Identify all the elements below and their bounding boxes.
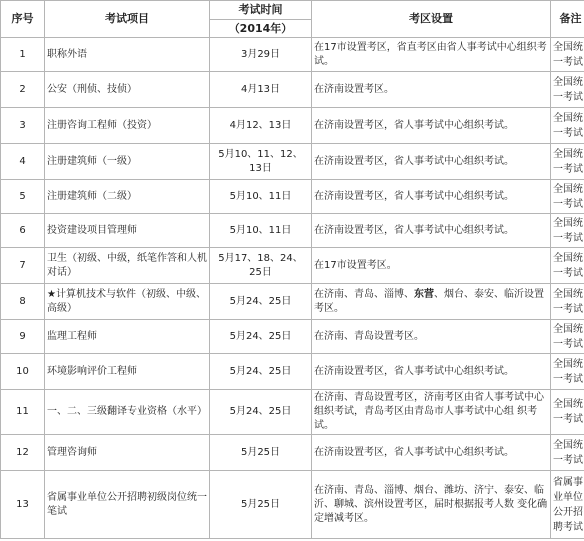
row-index: 2 (1, 72, 45, 108)
row-project: 公安（刑侦、技侦） (45, 72, 210, 108)
row-location (312, 284, 551, 320)
note-line: 省属事 (553, 476, 583, 488)
row-location: 在济南、青岛设置考区，济南考区由省人事考试中心组织考试，青岛考区由青岛市人事考试中心组 织考试。 (312, 390, 551, 435)
table-row (1, 248, 584, 284)
row-time: 5月17、18、24、25日 (210, 248, 312, 284)
row-index: 5 (1, 180, 45, 214)
table-row (1, 284, 584, 320)
note-line: 全国统 (553, 183, 583, 195)
row-project: 环境影响评价工程师 (45, 354, 210, 390)
row-time: 5月24、25日 (210, 354, 312, 390)
row-project: 一、二、三级翻译专业资格（水平） (45, 390, 210, 435)
row-project: 职称外语 (45, 38, 210, 72)
row-location: 在济南设置考区，省人事考试中心组织考试。 (312, 354, 551, 390)
row-index: 11 (1, 390, 45, 435)
row-note (551, 144, 584, 180)
table-row (1, 38, 584, 72)
row-time: 5月24、25日 (210, 320, 312, 354)
location-emphasis: 东营 (414, 288, 434, 300)
row-note (551, 284, 584, 320)
note-line: 一考试 (553, 163, 583, 175)
row-time: 5月10、11、12、13日 (210, 144, 312, 180)
table-row (1, 180, 584, 214)
header-time: 考试时间 (210, 1, 312, 20)
row-location: 在17市设置考区。 (312, 248, 551, 284)
row-project: 省属事业单位公开招聘初级岗位统一笔试 (45, 471, 210, 539)
row-time: 5月25日 (210, 435, 312, 471)
row-project: ★计算机技术与软件（初级、中级、高级） (45, 284, 210, 320)
row-location: 在17市设置考区，省直考区由省人事考试中心组织考试。 (312, 38, 551, 72)
row-time: 5月10、11日 (210, 214, 312, 248)
note-line: 全国统 (553, 323, 583, 335)
row-note (551, 435, 584, 471)
note-line: 业单位 (553, 491, 583, 503)
note-line: 全国统 (553, 76, 583, 88)
note-line: 一考试 (553, 303, 583, 315)
table-row (1, 214, 584, 248)
row-note (551, 38, 584, 72)
table-row (1, 144, 584, 180)
row-index: 8 (1, 284, 45, 320)
row-location: 在济南设置考区，省人事考试中心组织考试。 (312, 108, 551, 144)
header-index: 序号 (1, 1, 45, 38)
row-project: 卫生（初级、中级，纸笔作答和人机对话） (45, 248, 210, 284)
note-line: 一考试 (553, 56, 583, 68)
note-line: 一考试 (553, 414, 583, 425)
row-note (551, 320, 584, 354)
table-row (1, 390, 584, 435)
note-line: 一考试 (553, 91, 583, 103)
location-part: 、烟台、泰安、临沂设置考区。 (314, 288, 544, 314)
row-time: 3月29日 (210, 38, 312, 72)
note-line: 全国统 (553, 112, 583, 124)
row-index: 1 (1, 38, 45, 72)
row-project: 注册建筑师（二级） (45, 180, 210, 214)
row-project: 注册建筑师（一级） (45, 144, 210, 180)
note-line: 一考试 (553, 338, 583, 350)
row-index: 3 (1, 108, 45, 144)
row-index: 4 (1, 144, 45, 180)
header-note: 备注 (551, 1, 584, 38)
row-project: 注册咨询工程师（投资） (45, 108, 210, 144)
header-project: 考试项目 (45, 1, 210, 38)
row-time: 5月24、25日 (210, 390, 312, 435)
note-line: 一考试 (553, 373, 583, 385)
row-project: 投资建设项目管理师 (45, 214, 210, 248)
row-location: 在济南、青岛设置考区。 (312, 320, 551, 354)
row-note (551, 390, 584, 435)
note-line: 一考试 (553, 232, 583, 244)
note-line: 全国统 (553, 358, 583, 370)
row-location: 在济南设置考区。 (312, 72, 551, 108)
row-location: 在济南设置考区，省人事考试中心组织考试。 (312, 214, 551, 248)
note-line: 全国统 (553, 252, 583, 264)
table-row (1, 72, 584, 108)
row-note (551, 72, 584, 108)
row-index: 6 (1, 214, 45, 248)
table-row (1, 354, 584, 390)
header-row (1, 1, 584, 20)
row-time: 5月24、25日 (210, 284, 312, 320)
note-line: 一考试 (553, 267, 583, 279)
location-part: 在济南、青岛、淄博、 (314, 288, 414, 300)
header-location: 考区设置 (312, 1, 551, 38)
note-line: 全国统 (553, 217, 583, 229)
note-line: 一考试 (553, 454, 583, 466)
note-line: 全国统 (553, 439, 583, 451)
row-location: 在济南设置考区，省人事考试中心组织考试。 (312, 180, 551, 214)
row-location: 在济南、青岛、淄博、烟台、潍坊、济宁、泰安、临沂、聊城、滨州设置考区，届时根据报考人数 变化确定增减考区。 (312, 471, 551, 539)
row-time: 5月25日 (210, 471, 312, 539)
note-line: 全国统 (553, 148, 583, 160)
row-note (551, 108, 584, 144)
row-location: 在济南设置考区，省人事考试中心组织考试。 (312, 144, 551, 180)
note-line: 一考试 (553, 127, 583, 139)
row-project: 管理咨询师 (45, 435, 210, 471)
row-index: 13 (1, 471, 45, 539)
note-line: 全国统 (553, 41, 583, 53)
row-index: 7 (1, 248, 45, 284)
row-note (551, 248, 584, 284)
row-note (551, 180, 584, 214)
table-row (1, 320, 584, 354)
note-line: 全国统 (553, 399, 583, 410)
row-time: 5月10、11日 (210, 180, 312, 214)
row-project: 监理工程师 (45, 320, 210, 354)
row-time: 4月12、13日 (210, 108, 312, 144)
table-row (1, 435, 584, 471)
table-row (1, 471, 584, 539)
row-note (551, 214, 584, 248)
row-index: 9 (1, 320, 45, 354)
note-line: 一考试 (553, 198, 583, 210)
row-location: 在济南设置考区，省人事考试中心组织考试。 (312, 435, 551, 471)
row-note (551, 471, 584, 539)
note-line: 全国统 (553, 288, 583, 300)
table-row (1, 108, 584, 144)
note-line: 聘考试 (553, 521, 583, 533)
row-note (551, 354, 584, 390)
row-index: 12 (1, 435, 45, 471)
header-time-year: （2014年） (210, 20, 312, 38)
note-line: 公开招 (553, 506, 583, 518)
row-index: 10 (1, 354, 45, 390)
row-time: 4月13日 (210, 72, 312, 108)
